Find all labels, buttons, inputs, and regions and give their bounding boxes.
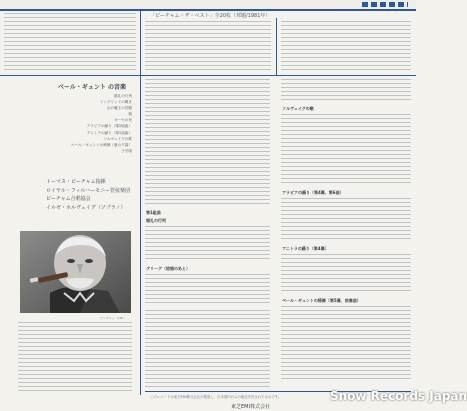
divider-vertical-top [140, 11, 141, 75]
performer-soprano: イルゼ・ホルヴェイグ（ソプラノ） [46, 204, 126, 211]
work-item: ペール・ギュントの帰郷（嵐の夕暮） [70, 142, 132, 147]
company-name: 東芝EMI株式会社 [231, 404, 270, 410]
work-item: アラビアの踊り（第2組曲） [86, 124, 132, 129]
right-column-text-d [281, 306, 411, 382]
top-bar [0, 0, 416, 9]
right-column-text-top [281, 79, 411, 103]
work-item: 婚礼の行列 [114, 94, 132, 98]
performers-list [46, 178, 130, 212]
right-column-text-a [281, 114, 411, 186]
catalog-block-right [281, 21, 411, 73]
middle-column-text-c [145, 310, 270, 390]
performer-conductor: トーマス・ビーチャム指揮 [46, 179, 106, 185]
section-heading: 婚礼の行列 [146, 218, 166, 223]
works-list [48, 93, 132, 154]
section-heading: 第1組曲 [146, 210, 161, 215]
section-heading: ペール・ギュントの帰郷（第5幕、前奏曲） [282, 298, 361, 303]
right-column-text-c [281, 254, 411, 294]
middle-column-text-top [145, 79, 270, 207]
section-heading: ソルヴェイグの歌 [282, 106, 314, 111]
divider-list-columns [276, 18, 277, 75]
top-blue-rule [0, 9, 416, 11]
work-item: 子守唄 [121, 148, 132, 153]
portrait-illustration [20, 231, 131, 313]
performer-chorus: ビーチャム合唱協会 [46, 196, 91, 202]
photo-caption: ビーチャム（L.B.） [100, 316, 127, 320]
left-column-text [18, 322, 132, 392]
divider-vertical-main [140, 75, 141, 395]
middle-column-text-a [145, 226, 270, 262]
divider-under-list [0, 75, 416, 76]
footer-note: このレコードは東芝EMI株式会社が製造し、日本国内のみの販売を許されたものです。 [150, 395, 282, 399]
middle-column-text-b [145, 274, 270, 306]
work-item: 山の魔王の宮殿 [106, 106, 132, 111]
work-item: 朝 [128, 112, 132, 117]
performer-orchestra: ロイヤル・フィルハーモニー管弦楽団 [46, 187, 131, 194]
right-column-text-b [281, 198, 411, 242]
work-item: ソルヴェイグの歌 [103, 136, 132, 141]
section-heading: アラビアの踊り（第4幕、第6曲） [282, 190, 344, 195]
watermark-text: Snow Records Japan [330, 389, 467, 403]
album-title: ベール・ギュント の音楽 [58, 84, 126, 91]
header-stripes [362, 2, 408, 7]
catalog-block-left [4, 13, 136, 71]
catalog-list-title: 「ビーチャム・ザ・ベスト」全20枚（邦題/1981年） [150, 13, 271, 19]
section-heading: グリーグ（結婚のあと） [146, 266, 190, 271]
section-heading: アニトラの踊り（第4幕） [282, 246, 329, 251]
work-item: オーセの死 [114, 118, 132, 123]
conductor-photo [20, 231, 131, 313]
work-item: イングリッドの嘆き [99, 100, 132, 105]
catalog-block-middle [145, 21, 271, 73]
work-item: アニトラの踊り（第1組曲） [86, 130, 132, 135]
